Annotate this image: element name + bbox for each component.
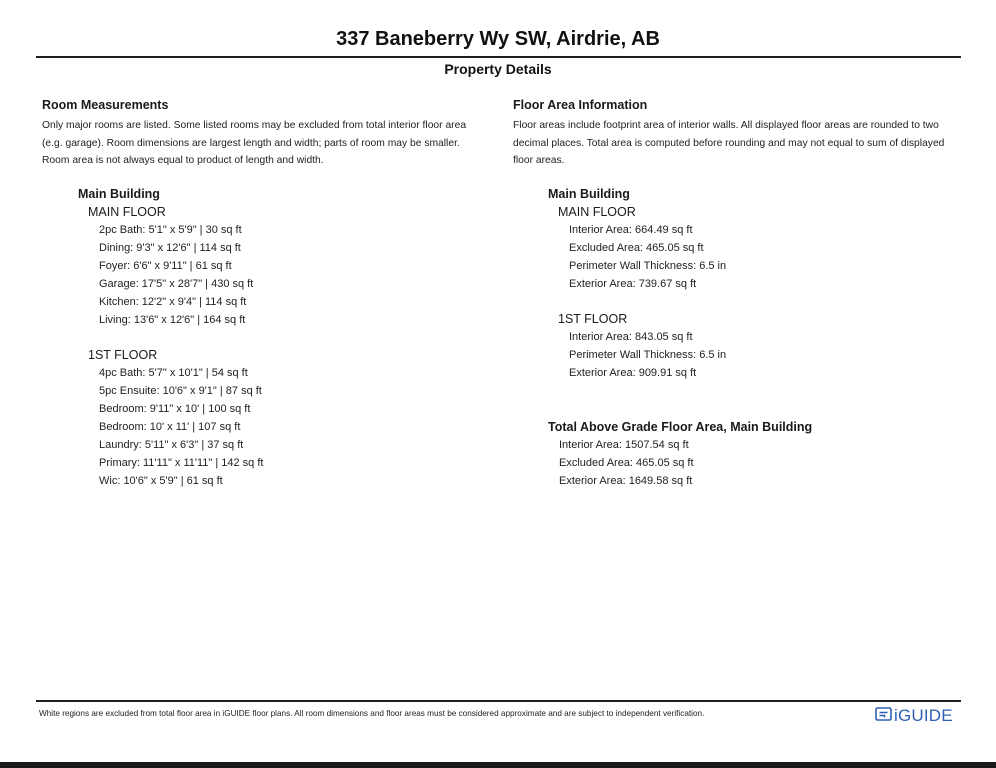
room-measurements-heading: Room Measurements — [42, 98, 169, 112]
bottom-edge-bar — [0, 762, 996, 768]
room-item: Laundry: 5'11" x 6'3" | 37 sq ft — [99, 439, 244, 451]
description-line: Room area is not always equal to product of length and width. — [42, 155, 324, 166]
description-line: decimal places. Total area is computed before rounding and may not equal to sum of displayed — [513, 137, 945, 149]
spacer — [78, 329, 263, 346]
header-divider — [36, 56, 961, 58]
area-item: Perimeter Wall Thickness: 6.5 in — [569, 260, 727, 272]
description-line: (e.g. garage). Room dimensions are largest length and width; parts of room may be smaller. — [42, 137, 460, 149]
floor-area-description — [513, 117, 965, 170]
logo-text: iGUIDE — [894, 706, 953, 725]
room-item: Kitchen: 12'2" x 9'4" | 114 sq ft — [99, 296, 247, 308]
room-item: 5pc Ensuite: 10'6" x 9'1" | 87 sq ft — [99, 385, 262, 397]
floor-name-main: MAIN FLOOR — [558, 205, 636, 219]
floor-name-1st: 1ST FLOOR — [88, 348, 158, 362]
footer-disclaimer: White regions are excluded from total floor area in iGUIDE floor plans. All room dimensions and floor areas must be considered approximate and are subject to independent verification. — [39, 709, 705, 718]
area-item: Exterior Area: 739.67 sq ft — [569, 278, 697, 290]
total-area-block — [548, 418, 812, 490]
page-title: 337 Baneberry Wy SW, Airdrie, AB — [336, 28, 660, 50]
area-item: Exterior Area: 909.91 sq ft — [569, 367, 697, 379]
description-line: Only major rooms are listed. Some listed rooms may be excluded from total interior floor area — [42, 120, 467, 131]
floor-area-building — [548, 186, 726, 382]
room-item: 4pc Bath: 5'7" x 10'1" | 54 sq ft — [99, 367, 248, 379]
room-measurements-building — [78, 186, 263, 490]
footer-divider — [36, 700, 961, 702]
total-area-item: Interior Area: 1507.54 sq ft — [559, 439, 689, 451]
building-name: Main Building — [78, 187, 160, 201]
room-measurements-description — [42, 117, 492, 170]
description-line: floor areas. — [513, 155, 565, 166]
area-item: Interior Area: 664.49 sq ft — [569, 224, 693, 236]
description-line: Floor areas include footprint area of interior walls. All displayed floor areas are rounded to two — [513, 120, 939, 131]
room-measurements-section — [42, 97, 492, 170]
area-item: Interior Area: 843.05 sq ft — [569, 331, 693, 343]
room-item: 2pc Bath: 5'1" x 5'9" | 30 sq ft — [99, 224, 242, 236]
room-item: Garage: 17'5" x 28'7" | 430 sq ft — [99, 278, 254, 290]
building-name: Main Building — [548, 187, 630, 201]
floor-area-heading: Floor Area Information — [513, 98, 648, 112]
page-subtitle: Property Details — [444, 61, 552, 77]
area-item: Perimeter Wall Thickness: 6.5 in — [569, 349, 727, 361]
room-item: Bedroom: 9'11" x 10' | 100 sq ft — [99, 403, 251, 415]
iguide-logo-icon — [875, 706, 894, 727]
floor-name-1st: 1ST FLOOR — [558, 312, 628, 326]
room-item: Primary: 11'11" x 11'11" | 142 sq ft — [99, 457, 264, 469]
room-item: Living: 13'6" x 12'6" | 164 sq ft — [99, 314, 246, 326]
area-item: Excluded Area: 465.05 sq ft — [569, 242, 704, 254]
room-item: Bedroom: 10' x 11' | 107 sq ft — [99, 421, 241, 433]
room-item: Dining: 9'3" x 12'6" | 114 sq ft — [99, 242, 241, 254]
total-area-heading: Total Above Grade Floor Area, Main Building — [548, 420, 813, 434]
iguide-logo — [875, 705, 953, 727]
floor-name-main: MAIN FLOOR — [88, 205, 166, 219]
floor-area-section — [513, 97, 965, 170]
total-area-item: Exterior Area: 1649.58 sq ft — [559, 475, 693, 487]
room-item: Foyer: 6'6" x 9'11" | 61 sq ft — [99, 260, 232, 272]
room-item: Wic: 10'6" x 5'9" | 61 sq ft — [99, 475, 223, 487]
spacer — [548, 293, 726, 310]
total-area-item: Excluded Area: 465.05 sq ft — [559, 457, 694, 469]
